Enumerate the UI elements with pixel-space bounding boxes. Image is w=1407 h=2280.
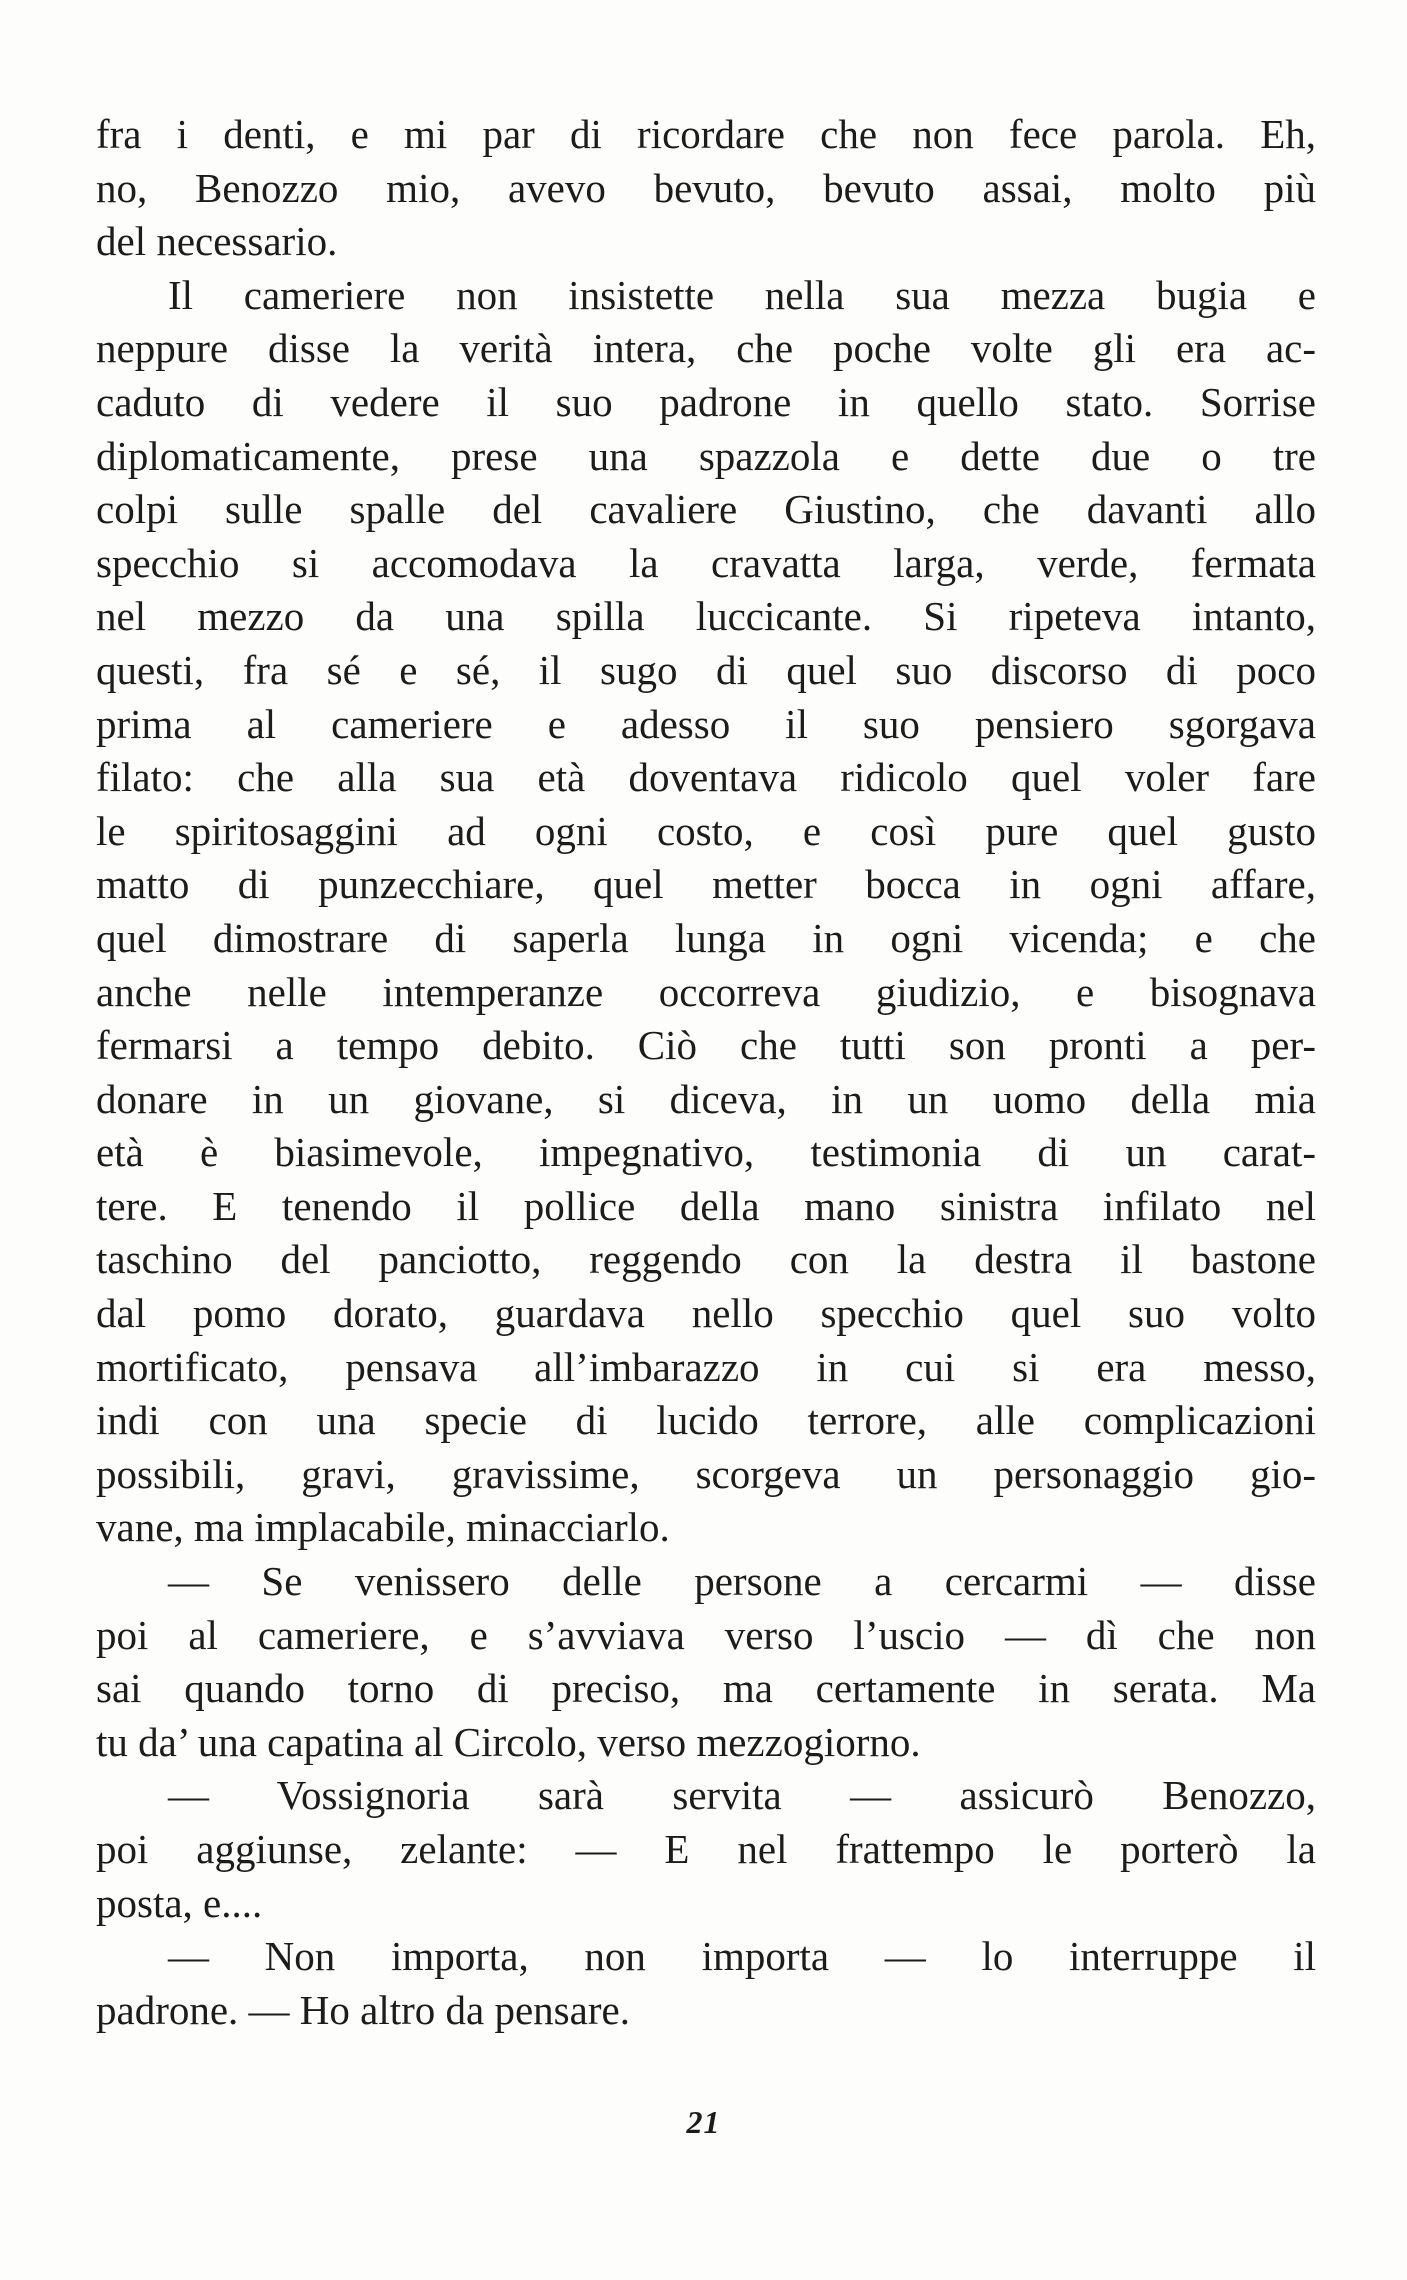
- text-line: fermarsi a tempo debito. Ciò che tutti son pronti a per-: [96, 1022, 1316, 1069]
- text-line: tere. E tenendo il pollice della mano sinistra infilato nel: [96, 1182, 1316, 1229]
- text-line: vane, ma implacabile, minacciarlo.: [96, 1504, 670, 1551]
- text-line: posta, e....: [96, 1879, 263, 1926]
- text-line: età è biasimevole, impegnativo, testimonia di un carat-: [96, 1129, 1316, 1176]
- text-line: taschino del panciotto, reggendo con la destra il bastone: [96, 1236, 1316, 1283]
- text-line: tu da’ una capatina al Circolo, verso mezzogiorno.: [96, 1718, 921, 1765]
- text-line: donare in un giovane, si diceva, in un uomo della mia: [96, 1075, 1316, 1122]
- text-line: dal pomo dorato, guardava nello specchio quel suo volto: [96, 1290, 1316, 1337]
- text-line: poi aggiunse, zelante: — E nel frattempo le porterò la: [96, 1826, 1316, 1872]
- text-line: filato: che alla sua età doventava ridicolo quel voler fare: [96, 754, 1316, 801]
- text-line: le spiritosaggini ad ogni costo, e così pure quel gusto: [96, 807, 1316, 854]
- text-line: specchio si accomodava la cravatta larga, verde, fermata: [96, 539, 1316, 586]
- text-line: — Non importa, non importa — lo interruppe il: [168, 1933, 1316, 1980]
- text-line: prima al cameriere e adesso il suo pensiero sgorgava: [96, 700, 1316, 747]
- text-line: questi, fra sé e sé, il sugo di quel suo discorso di poco: [96, 646, 1316, 693]
- text-line: matto di punzecchiare, quel metter bocca in ogni affare,: [96, 861, 1316, 908]
- text-line: caduto di vedere il suo padrone in quello stato. Sorrise: [96, 378, 1316, 425]
- text-line: poi al cameriere, e s’avviava verso l’uscio — dì che non: [96, 1611, 1316, 1658]
- text-line: quel dimostrare di saperla lunga in ogni vicenda; e che: [96, 914, 1316, 961]
- text-line: padrone. — Ho altro da pensare.: [96, 1986, 630, 2033]
- text-line: — Se venissero delle persone a cercarmi — disse: [168, 1558, 1316, 1605]
- text-line: colpi sulle spalle del cavaliere Giustino, che davanti allo: [96, 486, 1316, 533]
- text-line: mortificato, pensava all’imbarazzo in cui si era messo,: [96, 1343, 1316, 1390]
- text-line: — Vossignoria sarà servita — assicurò Benozzo,: [168, 1772, 1316, 1819]
- text-line: indi con una specie di lucido terrore, alle complicazioni: [96, 1397, 1316, 1444]
- text-line: possibili, gravi, gravissime, scorgeva un personaggio gio-: [96, 1450, 1316, 1497]
- text-line: del necessario.: [96, 218, 338, 265]
- text-line: neppure disse la verità intera, che poche volte gli era ac-: [96, 325, 1316, 372]
- text-line: Il cameriere non insistette nella sua mezza bugia e: [168, 271, 1316, 318]
- text-line: nel mezzo da una spilla luccicante. Si ripeteva intanto,: [96, 593, 1316, 640]
- text-line: no, Benozzo mio, avevo bevuto, bevuto assai, molto più: [96, 164, 1316, 211]
- page-number: 21: [686, 2104, 721, 2140]
- text-line: sai quando torno di preciso, ma certamente in serata. Ma: [96, 1665, 1316, 1712]
- text-line: anche nelle intemperanze occorreva giudizio, e bisognava: [96, 968, 1316, 1015]
- text-line: fra i denti, e mi par di ricordare che non fece parola. Eh,: [96, 111, 1316, 157]
- text-line: diplomaticamente, prese una spazzola e dette due o tre: [96, 432, 1316, 479]
- body-text: [96, 108, 1316, 2037]
